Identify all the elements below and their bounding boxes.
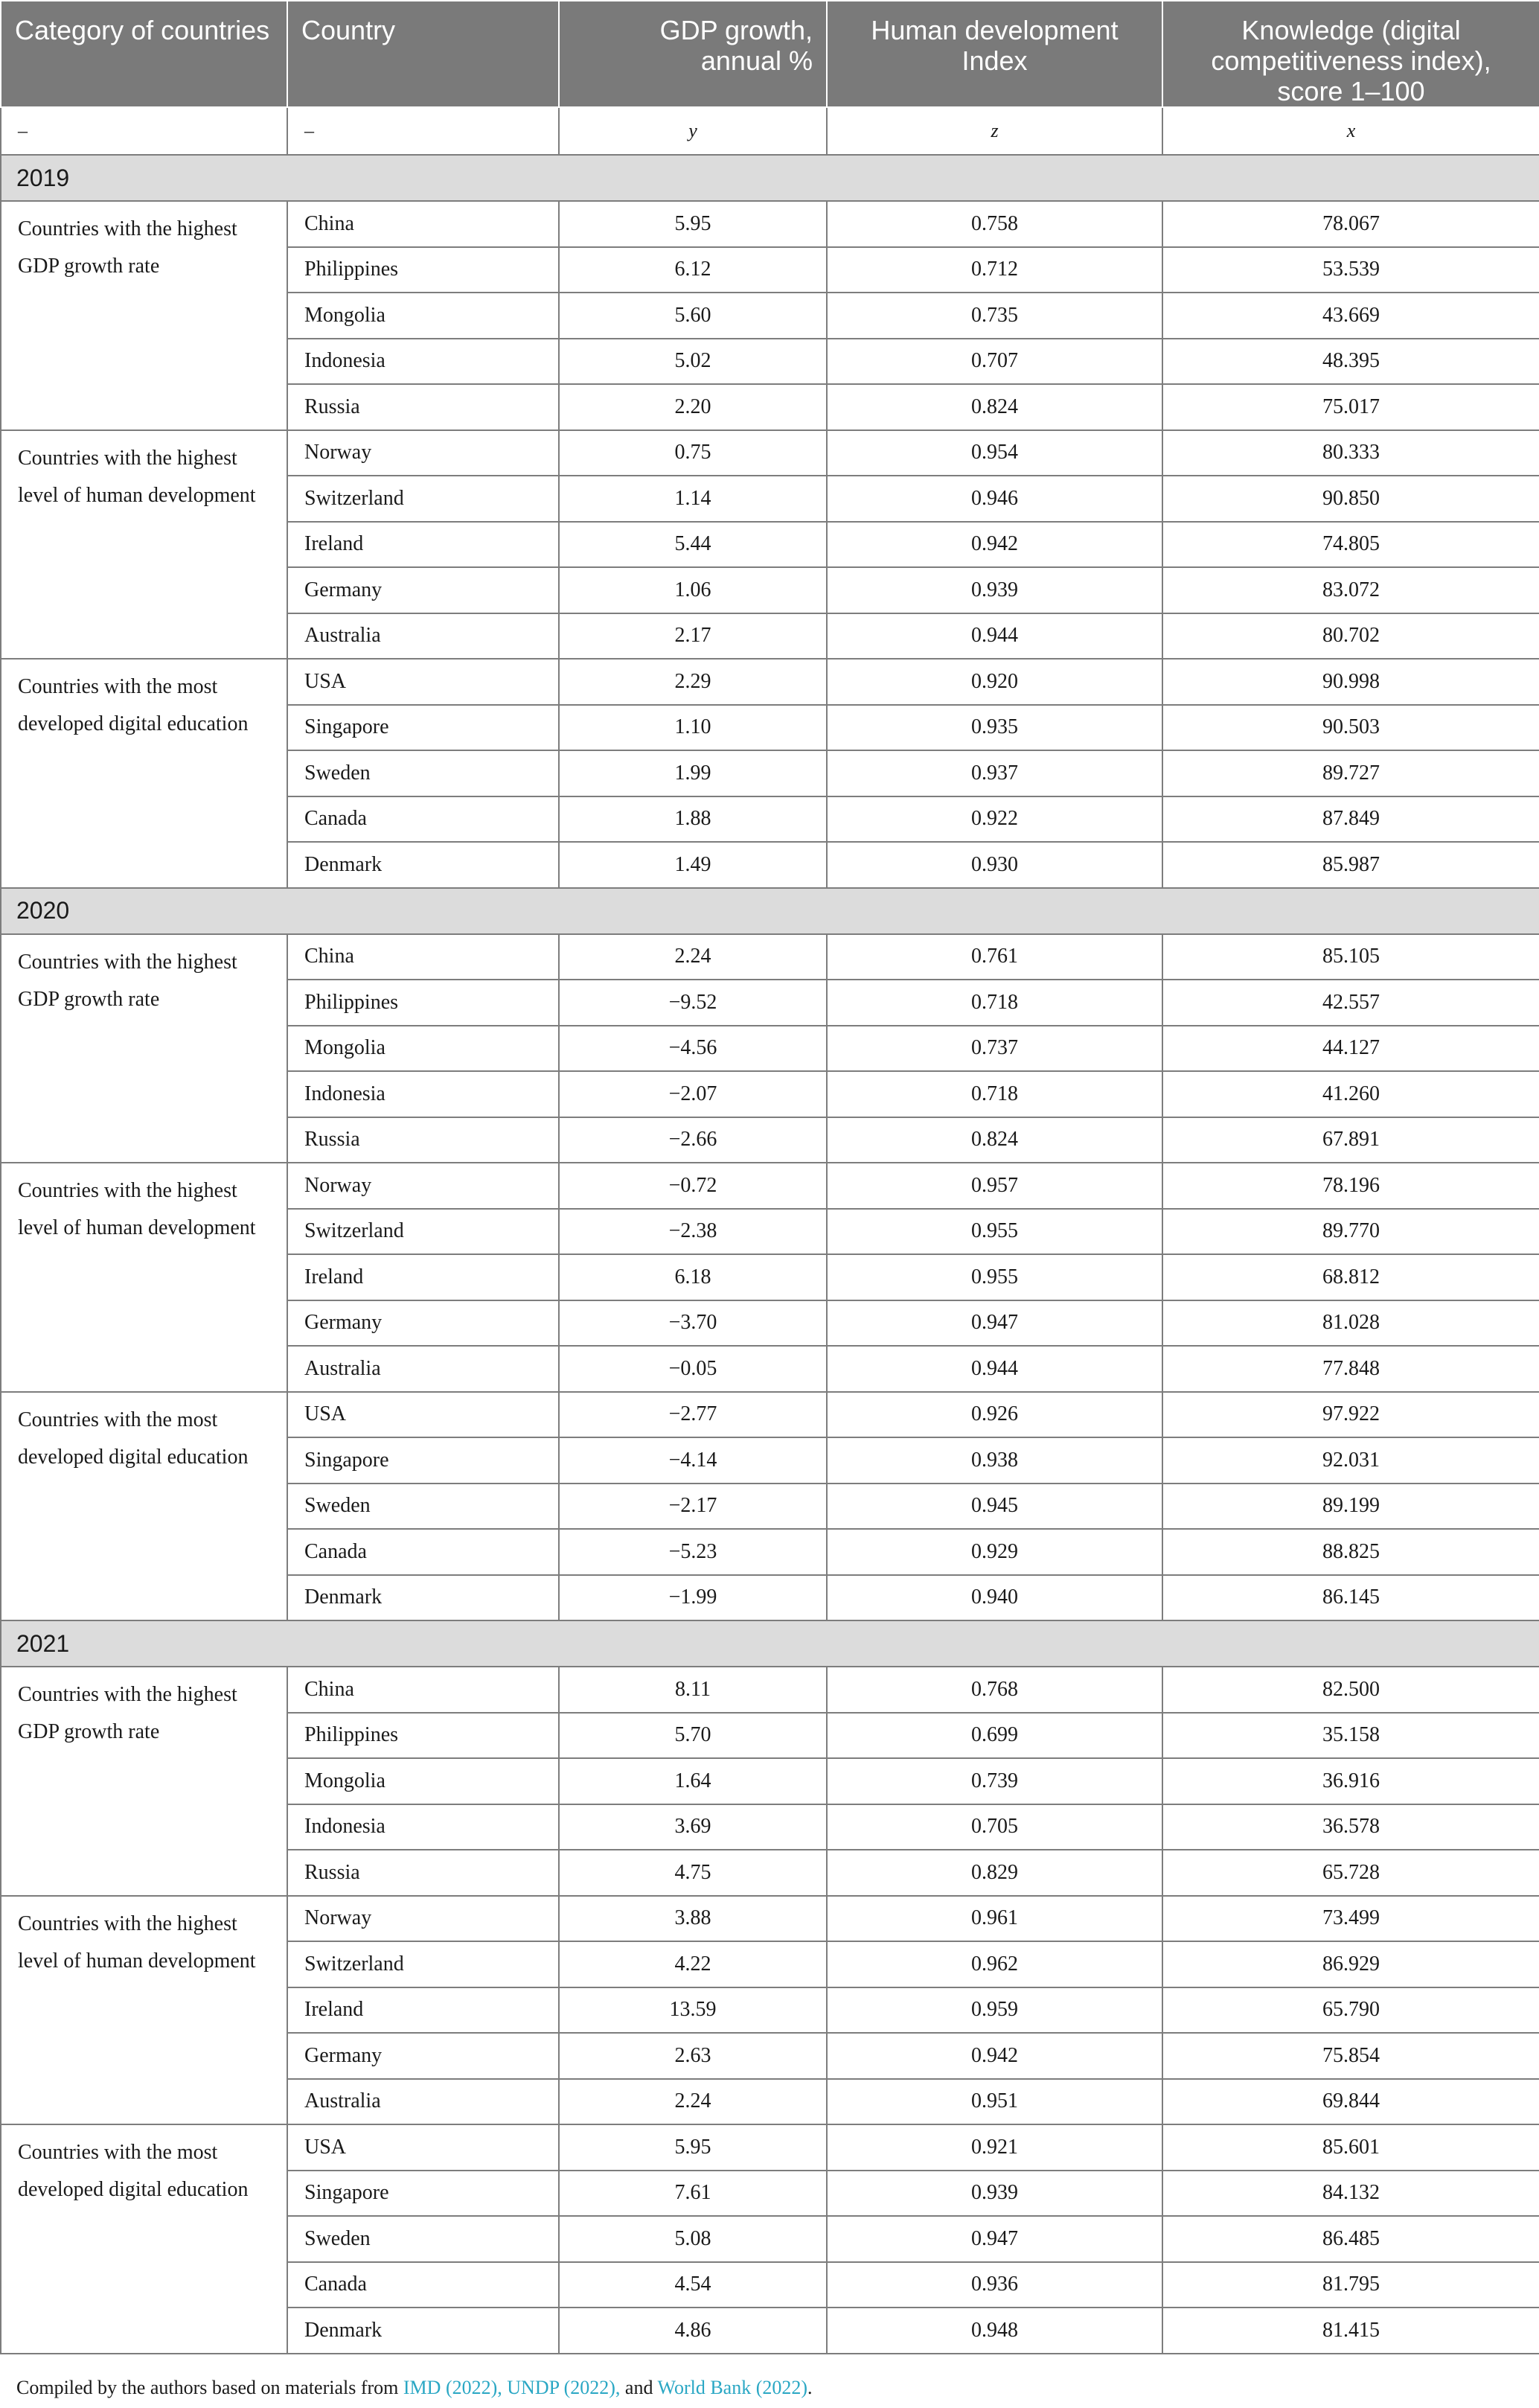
- hdi-cell: 0.962: [827, 1941, 1162, 1987]
- country-cell: Singapore: [287, 1437, 559, 1484]
- knowledge-cell: 84.132: [1162, 2171, 1539, 2217]
- country-cell: China: [287, 201, 559, 247]
- gdp-cell: 4.54: [559, 2262, 827, 2308]
- header-gdp: GDP growth, annual %: [559, 1, 827, 107]
- gdp-cell: 4.75: [559, 1850, 827, 1896]
- knowledge-cell: 81.028: [1162, 1300, 1539, 1347]
- hdi-cell: 0.955: [827, 1254, 1162, 1300]
- hdi-cell: 0.739: [827, 1758, 1162, 1804]
- country-cell: Australia: [287, 2079, 559, 2125]
- category-cell: Countries with the highest level of human development: [1, 1163, 287, 1392]
- table-footnote: [16, 2377, 813, 2399]
- country-cell: Russia: [287, 384, 559, 430]
- country-cell: USA: [287, 2124, 559, 2171]
- hdi-cell: 0.951: [827, 2079, 1162, 2125]
- header-category: Category of countries: [1, 1, 287, 107]
- hdi-cell: 0.707: [827, 339, 1162, 385]
- knowledge-cell: 90.503: [1162, 705, 1539, 751]
- footnote-link-imd[interactable]: IMD (2022),: [403, 2377, 502, 2398]
- country-cell: Singapore: [287, 2171, 559, 2217]
- knowledge-cell: 53.539: [1162, 247, 1539, 293]
- hdi-cell: 0.961: [827, 1896, 1162, 1942]
- knowledge-cell: 80.702: [1162, 613, 1539, 660]
- hdi-cell: 0.921: [827, 2124, 1162, 2171]
- knowledge-cell: 35.158: [1162, 1713, 1539, 1759]
- country-cell: Ireland: [287, 1987, 559, 2034]
- gdp-cell: −2.38: [559, 1209, 827, 1255]
- knowledge-cell: 43.669: [1162, 293, 1539, 339]
- knowledge-cell: 78.067: [1162, 201, 1539, 247]
- gdp-cell: 5.70: [559, 1713, 827, 1759]
- country-cell: Australia: [287, 613, 559, 660]
- country-cell: Singapore: [287, 705, 559, 751]
- hdi-cell: 0.936: [827, 2262, 1162, 2308]
- symbol-category: –: [1, 107, 287, 155]
- country-cell: Norway: [287, 430, 559, 476]
- country-cell: Mongolia: [287, 1758, 559, 1804]
- country-cell: Canada: [287, 2262, 559, 2308]
- hdi-cell: 0.922: [827, 796, 1162, 843]
- hdi-cell: 0.718: [827, 980, 1162, 1026]
- gdp-cell: 0.75: [559, 430, 827, 476]
- gdp-cell: 1.14: [559, 476, 827, 522]
- symbol-knowledge: x: [1162, 107, 1539, 155]
- hdi-cell: 0.712: [827, 247, 1162, 293]
- gdp-cell: −0.72: [559, 1163, 827, 1209]
- knowledge-cell: 86.929: [1162, 1941, 1539, 1987]
- gdp-cell: 2.24: [559, 2079, 827, 2125]
- gdp-cell: −0.05: [559, 1346, 827, 1392]
- country-cell: Switzerland: [287, 476, 559, 522]
- hdi-cell: 0.944: [827, 1346, 1162, 1392]
- gdp-cell: 2.63: [559, 2033, 827, 2079]
- hdi-cell: 0.699: [827, 1713, 1162, 1759]
- knowledge-cell: 81.415: [1162, 2308, 1539, 2354]
- table-row: [1, 1392, 1539, 1438]
- hdi-cell: 0.939: [827, 567, 1162, 613]
- gdp-cell: 4.22: [559, 1941, 827, 1987]
- knowledge-cell: 48.395: [1162, 339, 1539, 385]
- table-row: [1, 1667, 1539, 1713]
- hdi-cell: 0.945: [827, 1484, 1162, 1530]
- hdi-cell: 0.935: [827, 705, 1162, 751]
- table-row: [1, 201, 1539, 247]
- hdi-cell: 0.758: [827, 201, 1162, 247]
- hdi-cell: 0.705: [827, 1804, 1162, 1850]
- hdi-cell: 0.737: [827, 1026, 1162, 1072]
- country-cell: Mongolia: [287, 1026, 559, 1072]
- hdi-cell: 0.959: [827, 1987, 1162, 2034]
- category-cell: Countries with the highest level of human development: [1, 430, 287, 660]
- gdp-cell: 13.59: [559, 1987, 827, 2034]
- country-cell: Sweden: [287, 750, 559, 796]
- country-cell: Germany: [287, 1300, 559, 1347]
- country-cell: Denmark: [287, 2308, 559, 2354]
- country-cell: Indonesia: [287, 339, 559, 385]
- knowledge-cell: 97.922: [1162, 1392, 1539, 1438]
- knowledge-cell: 85.601: [1162, 2124, 1539, 2171]
- symbol-gdp: y: [559, 107, 827, 155]
- table-row: [1, 430, 1539, 476]
- symbol-country: –: [287, 107, 559, 155]
- knowledge-cell: 90.850: [1162, 476, 1539, 522]
- hdi-cell: 0.929: [827, 1529, 1162, 1575]
- hdi-cell: 0.768: [827, 1667, 1162, 1713]
- year-row: [1, 888, 1539, 934]
- gdp-cell: −4.14: [559, 1437, 827, 1484]
- country-cell: Denmark: [287, 842, 559, 888]
- hdi-cell: 0.942: [827, 522, 1162, 568]
- country-cell: Switzerland: [287, 1941, 559, 1987]
- country-cell: Denmark: [287, 1575, 559, 1621]
- year-label: 2020: [1, 888, 1539, 934]
- knowledge-cell: 85.105: [1162, 934, 1539, 980]
- gdp-cell: 5.95: [559, 201, 827, 247]
- hdi-cell: 0.954: [827, 430, 1162, 476]
- category-cell: Countries with the highest GDP growth rate: [1, 934, 287, 1163]
- year-row: [1, 155, 1539, 201]
- gdp-cell: 2.29: [559, 659, 827, 705]
- category-cell: Countries with the most developed digital education: [1, 659, 287, 888]
- hdi-cell: 0.926: [827, 1392, 1162, 1438]
- country-cell: Norway: [287, 1163, 559, 1209]
- knowledge-cell: 92.031: [1162, 1437, 1539, 1484]
- country-cell: Switzerland: [287, 1209, 559, 1255]
- table-row: [1, 934, 1539, 980]
- knowledge-cell: 75.017: [1162, 384, 1539, 430]
- knowledge-cell: 41.260: [1162, 1071, 1539, 1117]
- country-cell: Russia: [287, 1850, 559, 1896]
- symbol-hdi: z: [827, 107, 1162, 155]
- hdi-cell: 0.718: [827, 1071, 1162, 1117]
- country-cell: Germany: [287, 2033, 559, 2079]
- knowledge-cell: 89.727: [1162, 750, 1539, 796]
- knowledge-cell: 36.916: [1162, 1758, 1539, 1804]
- footnote-link-undp[interactable]: UNDP (2022),: [507, 2377, 621, 2398]
- table-row: [1, 2124, 1539, 2171]
- knowledge-cell: 44.127: [1162, 1026, 1539, 1072]
- knowledge-cell: 65.790: [1162, 1987, 1539, 2034]
- gdp-cell: 2.17: [559, 613, 827, 660]
- gdp-cell: −1.99: [559, 1575, 827, 1621]
- knowledge-cell: 89.770: [1162, 1209, 1539, 1255]
- gdp-cell: 5.95: [559, 2124, 827, 2171]
- country-cell: China: [287, 1667, 559, 1713]
- gdp-cell: 5.60: [559, 293, 827, 339]
- country-cell: Canada: [287, 1529, 559, 1575]
- footnote-prefix: Compiled by the authors based on materials from: [16, 2377, 403, 2398]
- knowledge-cell: 78.196: [1162, 1163, 1539, 1209]
- gdp-cell: 2.20: [559, 384, 827, 430]
- country-cell: Philippines: [287, 1713, 559, 1759]
- gdp-cell: 3.69: [559, 1804, 827, 1850]
- hdi-cell: 0.940: [827, 1575, 1162, 1621]
- knowledge-cell: 85.987: [1162, 842, 1539, 888]
- country-cell: Philippines: [287, 247, 559, 293]
- country-cell: Ireland: [287, 1254, 559, 1300]
- knowledge-cell: 83.072: [1162, 567, 1539, 613]
- gdp-cell: −4.56: [559, 1026, 827, 1072]
- hdi-cell: 0.957: [827, 1163, 1162, 1209]
- header-row: [1, 1, 1539, 107]
- country-cell: USA: [287, 1392, 559, 1438]
- hdi-cell: 0.938: [827, 1437, 1162, 1484]
- country-cell: Australia: [287, 1346, 559, 1392]
- knowledge-cell: 74.805: [1162, 522, 1539, 568]
- hdi-cell: 0.829: [827, 1850, 1162, 1896]
- table-row: [1, 659, 1539, 705]
- gdp-cell: 2.24: [559, 934, 827, 980]
- gdp-cell: 1.06: [559, 567, 827, 613]
- gdp-cell: 1.99: [559, 750, 827, 796]
- knowledge-cell: 42.557: [1162, 980, 1539, 1026]
- hdi-cell: 0.930: [827, 842, 1162, 888]
- hdi-cell: 0.761: [827, 934, 1162, 980]
- knowledge-cell: 89.199: [1162, 1484, 1539, 1530]
- gdp-cell: −2.66: [559, 1117, 827, 1163]
- hdi-cell: 0.942: [827, 2033, 1162, 2079]
- hdi-cell: 0.824: [827, 384, 1162, 430]
- gdp-cell: 7.61: [559, 2171, 827, 2217]
- gdp-cell: −5.23: [559, 1529, 827, 1575]
- hdi-cell: 0.920: [827, 659, 1162, 705]
- gdp-cell: 4.86: [559, 2308, 827, 2354]
- knowledge-cell: 82.500: [1162, 1667, 1539, 1713]
- knowledge-cell: 36.578: [1162, 1804, 1539, 1850]
- knowledge-cell: 86.145: [1162, 1575, 1539, 1621]
- gdp-cell: −2.17: [559, 1484, 827, 1530]
- gdp-cell: 1.64: [559, 1758, 827, 1804]
- country-cell: Russia: [287, 1117, 559, 1163]
- country-cell: Ireland: [287, 522, 559, 568]
- hdi-cell: 0.946: [827, 476, 1162, 522]
- country-cell: Sweden: [287, 1484, 559, 1530]
- footnote-suffix: .: [807, 2377, 813, 2398]
- gdp-cell: 5.44: [559, 522, 827, 568]
- country-cell: Norway: [287, 1896, 559, 1942]
- category-cell: Countries with the highest level of human development: [1, 1896, 287, 2125]
- knowledge-cell: 87.849: [1162, 796, 1539, 843]
- table-row: [1, 1896, 1539, 1942]
- country-cell: Indonesia: [287, 1071, 559, 1117]
- gdp-cell: −2.07: [559, 1071, 827, 1117]
- gdp-cell: 8.11: [559, 1667, 827, 1713]
- country-cell: Mongolia: [287, 293, 559, 339]
- hdi-cell: 0.824: [827, 1117, 1162, 1163]
- hdi-cell: 0.939: [827, 2171, 1162, 2217]
- hdi-cell: 0.937: [827, 750, 1162, 796]
- gdp-cell: 1.49: [559, 842, 827, 888]
- footnote-link-world-bank[interactable]: World Bank (2022): [657, 2377, 808, 2398]
- knowledge-cell: 73.499: [1162, 1896, 1539, 1942]
- footnote-conjunction: and: [620, 2377, 658, 2398]
- country-cell: Germany: [287, 567, 559, 613]
- year-row: [1, 1620, 1539, 1667]
- knowledge-cell: 90.998: [1162, 659, 1539, 705]
- gdp-cell: −9.52: [559, 980, 827, 1026]
- country-cell: USA: [287, 659, 559, 705]
- country-cell: Sweden: [287, 2216, 559, 2262]
- category-cell: Countries with the most developed digital education: [1, 1392, 287, 1621]
- gdp-cell: 6.18: [559, 1254, 827, 1300]
- header-country: Country: [287, 1, 559, 107]
- knowledge-cell: 88.825: [1162, 1529, 1539, 1575]
- country-cell: Indonesia: [287, 1804, 559, 1850]
- knowledge-cell: 67.891: [1162, 1117, 1539, 1163]
- gdp-cell: −3.70: [559, 1300, 827, 1347]
- knowledge-cell: 65.728: [1162, 1850, 1539, 1896]
- year-label: 2019: [1, 155, 1539, 201]
- gdp-cell: −2.77: [559, 1392, 827, 1438]
- knowledge-cell: 75.854: [1162, 2033, 1539, 2079]
- gdp-cell: 5.08: [559, 2216, 827, 2262]
- country-cell: Philippines: [287, 980, 559, 1026]
- hdi-cell: 0.735: [827, 293, 1162, 339]
- symbol-row: [1, 107, 1539, 155]
- year-label: 2021: [1, 1620, 1539, 1667]
- knowledge-cell: 80.333: [1162, 430, 1539, 476]
- table-header: [1, 1, 1539, 107]
- gdp-cell: 1.88: [559, 796, 827, 843]
- gdp-cell: 5.02: [559, 339, 827, 385]
- knowledge-cell: 68.812: [1162, 1254, 1539, 1300]
- knowledge-cell: 81.795: [1162, 2262, 1539, 2308]
- country-cell: China: [287, 934, 559, 980]
- hdi-cell: 0.944: [827, 613, 1162, 660]
- gdp-cell: 3.88: [559, 1896, 827, 1942]
- table-body: [1, 107, 1539, 2354]
- header-hdi: Human development Index: [827, 1, 1162, 107]
- header-knowledge: Knowledge (digital competitiveness index), score 1–100: [1162, 1, 1539, 107]
- country-cell: Canada: [287, 796, 559, 843]
- category-cell: Countries with the most developed digital education: [1, 2124, 287, 2354]
- gdp-cell: 6.12: [559, 247, 827, 293]
- knowledge-cell: 77.848: [1162, 1346, 1539, 1392]
- hdi-cell: 0.947: [827, 2216, 1162, 2262]
- hdi-cell: 0.947: [827, 1300, 1162, 1347]
- table-row: [1, 1163, 1539, 1209]
- category-cell: Countries with the highest GDP growth rate: [1, 1667, 287, 1896]
- category-cell: Countries with the highest GDP growth rate: [1, 201, 287, 430]
- gdp-cell: 1.10: [559, 705, 827, 751]
- knowledge-cell: 69.844: [1162, 2079, 1539, 2125]
- hdi-cell: 0.955: [827, 1209, 1162, 1255]
- hdi-cell: 0.948: [827, 2308, 1162, 2354]
- knowledge-cell: 86.485: [1162, 2216, 1539, 2262]
